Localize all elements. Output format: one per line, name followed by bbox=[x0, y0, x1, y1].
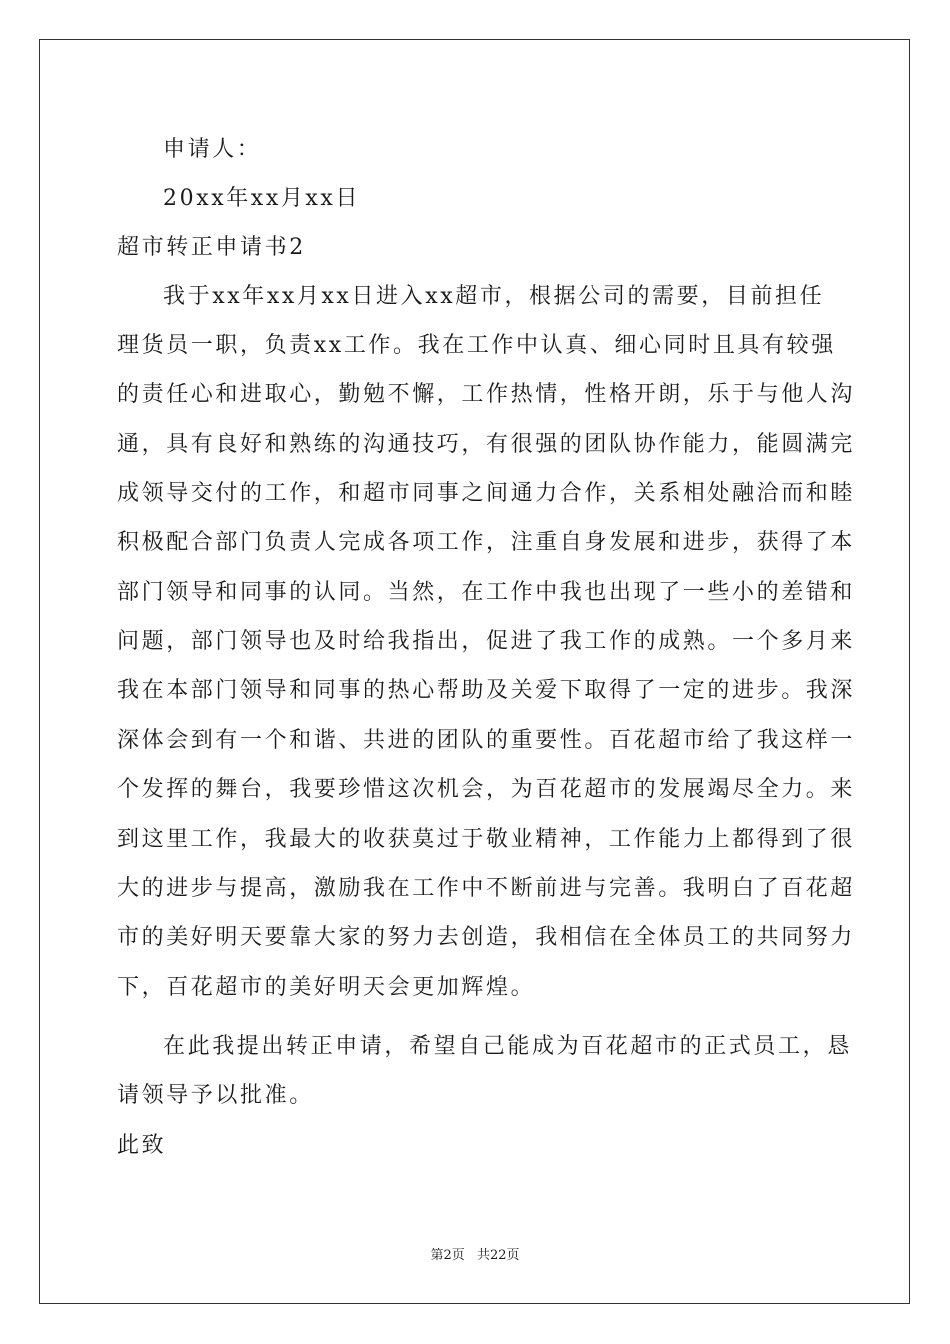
body-line: 积极配合部门负责人完成各项工作，注重自身发展和进步，获得了本 bbox=[117, 530, 856, 555]
body-line: 在此我提出转正申请，希望自己能成为百花超市的正式员工，恳 bbox=[163, 1034, 852, 1059]
body-line: 深体会到有一个和谐、共进的团队的重要性。百花超市给了我这样一 bbox=[117, 728, 856, 753]
body-line: 我于xx年xx月xx日进入xx超市，根据公司的需要，目前担任 bbox=[163, 284, 825, 309]
date-line: 20xx年xx月xx日 bbox=[163, 186, 361, 211]
body-line: 大的进步与提高，激励我在工作中不断前进与完善。我明白了百花超 bbox=[117, 876, 856, 901]
body-line: 请领导予以批准。 bbox=[117, 1083, 314, 1108]
body-line: 到这里工作，我最大的收获莫过于敬业精神，工作能力上都得到了很 bbox=[117, 827, 856, 852]
page-border bbox=[39, 39, 910, 1304]
body-line: 市的美好明天要靠大家的努力去创造，我相信在全体员工的共同努力 bbox=[117, 925, 856, 950]
page-footer bbox=[0, 1248, 950, 1264]
body-line: 我在本部门领导和同事的热心帮助及关爱下取得了一定的进步。我深 bbox=[117, 678, 856, 703]
applicant-label: 申请人： bbox=[163, 137, 262, 162]
body-line: 个发挥的舞台，我要珍惜这次机会，为百花超市的发展竭尽全力。来 bbox=[117, 777, 856, 802]
closing-line: 此致 bbox=[117, 1133, 167, 1158]
body-line: 下，百花超市的美好明天会更加辉煌。 bbox=[117, 975, 536, 1000]
body-line: 通，具有良好和熟练的沟通技巧，有很强的团队协作能力，能圆满完 bbox=[117, 432, 856, 457]
body-line: 理货员一职，负责xx工作。我在工作中认真、细心同时且具有较强 bbox=[117, 333, 836, 358]
body-line: 部门领导和同事的认同。当然，在工作中我也出现了一些小的差错和 bbox=[117, 580, 856, 605]
page-total: 共22页 bbox=[476, 1248, 520, 1263]
page-number: 第2页 bbox=[430, 1248, 465, 1263]
body-line: 成领导交付的工作，和超市同事之间通力合作，关系相处融洽而和睦 bbox=[117, 481, 856, 506]
section-heading: 超市转正申请书2 bbox=[117, 235, 306, 260]
body-line: 问题，部门领导也及时给我指出，促进了我工作的成熟。一个多月来 bbox=[117, 629, 856, 654]
body-line: 的责任心和进取心，勤勉不懈，工作热情，性格开朗，乐于与他人沟 bbox=[117, 382, 856, 407]
